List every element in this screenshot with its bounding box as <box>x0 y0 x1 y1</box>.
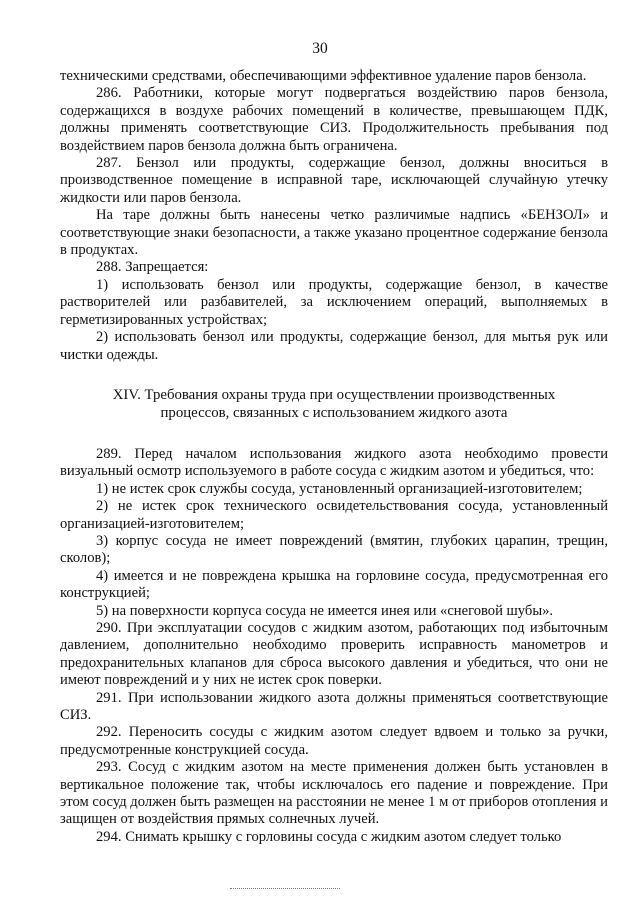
paragraph: 288. Запрещается: <box>96 259 209 276</box>
paragraph: 294. Снимать крышку с горловины сосуда с жидким азотом следует только <box>96 828 562 845</box>
paragraph: 1) не истек срок службы сосуда, установленный организацией-изготовителем; <box>96 480 583 497</box>
paragraph: 4) имеется и не повреждена крышка на горловине сосуда, предусмотренная его конструкцией; <box>60 567 608 602</box>
paragraphs-after-heading <box>60 446 608 846</box>
paragraph: 286. Работники, которые могут подвергаться воздействию паров бензола, содержащихся в воздухе рабочих помещений в количестве, превышающем ПДК, должны применять соответствующие СИЗ. Продолжительность пребывания под воздействием паров бензола должна быть ограничена. <box>60 85 608 154</box>
paragraphs-before-heading <box>60 68 608 364</box>
paragraph: На таре должны быть нанесены четко различимые надпись «БЕНЗОЛ» и соответствующие знаки безопасности, а также указано процентное содержание бензола в продуктах. <box>60 207 608 259</box>
paragraph: 1) использовать бензол или продукты, содержащие бензол, в качестве растворителей или разбавителей, за исключением операций, выполняемых в герметизированных устройствах; <box>60 276 608 328</box>
paragraph: 3) корпус сосуда не имеет повреждений (вмятин, глубоких царапин, трещин, сколов); <box>60 532 608 567</box>
paragraph: 291. При использовании жидкого азота должны применяться соответствующие СИЗ. <box>60 689 608 723</box>
paragraph: 293. Сосуд с жидким азотом на месте применения должен быть установлен в вертикальное положение так, чтобы исключалось его падение и повреждение. При этом сосуд должен быть размещен на расстоянии не менее 1 м от приборов отопления и защищен от воздействия прямых солнечных лучей. <box>60 759 608 828</box>
page-number: 30 <box>312 40 328 57</box>
paragraph: 2) не истек срок технического освидетельствования сосуда, установленный организацией-изготовителем; <box>60 498 608 532</box>
scan-artifact <box>230 888 340 889</box>
paragraph: 289. Перед началом использования жидкого азота необходимо провести визуальный осмотр используемого в работе сосуда с жидким азотом и убедиться, что: <box>60 445 608 480</box>
document-body <box>60 68 608 846</box>
paragraph: 290. При эксплуатации сосудов с жидким азотом, работающих под избыточным давлением, дополнительно необходимо проверить исправность манометров и предохранительных клапанов для сброса высокого давления и убедиться, что они не имеют повреждений и у них не истек срок поверки. <box>60 619 608 689</box>
section-heading-line-1: XIV. Требования охраны труда при осуществлении производственных <box>112 386 556 403</box>
paragraph: 5) на поверхности корпуса сосуда не имеется инея или «снеговой шубы». <box>96 602 554 619</box>
paragraph: 292. Переносить сосуды с жидким азотом следует вдвоем и только за ручки, предусмотренные конструкцией сосуда. <box>60 724 608 758</box>
paragraph: 287. Бензол или продукты, содержащие бензол, должны вноситься в производственное помещение в исправной таре, исключающей случайную утечку жидкости или паров бензола. <box>60 155 608 206</box>
paragraph: 2) использовать бензол или продукты, содержащие бензол, для мытья рук или чистки одежды. <box>60 329 608 363</box>
section-heading <box>60 386 608 422</box>
paragraph: техническими средствами, обеспечивающими эффективное удаление паров бензола. <box>60 68 587 84</box>
section-heading-line-2: процессов, связанных с использованием жидкого азота <box>160 404 508 421</box>
